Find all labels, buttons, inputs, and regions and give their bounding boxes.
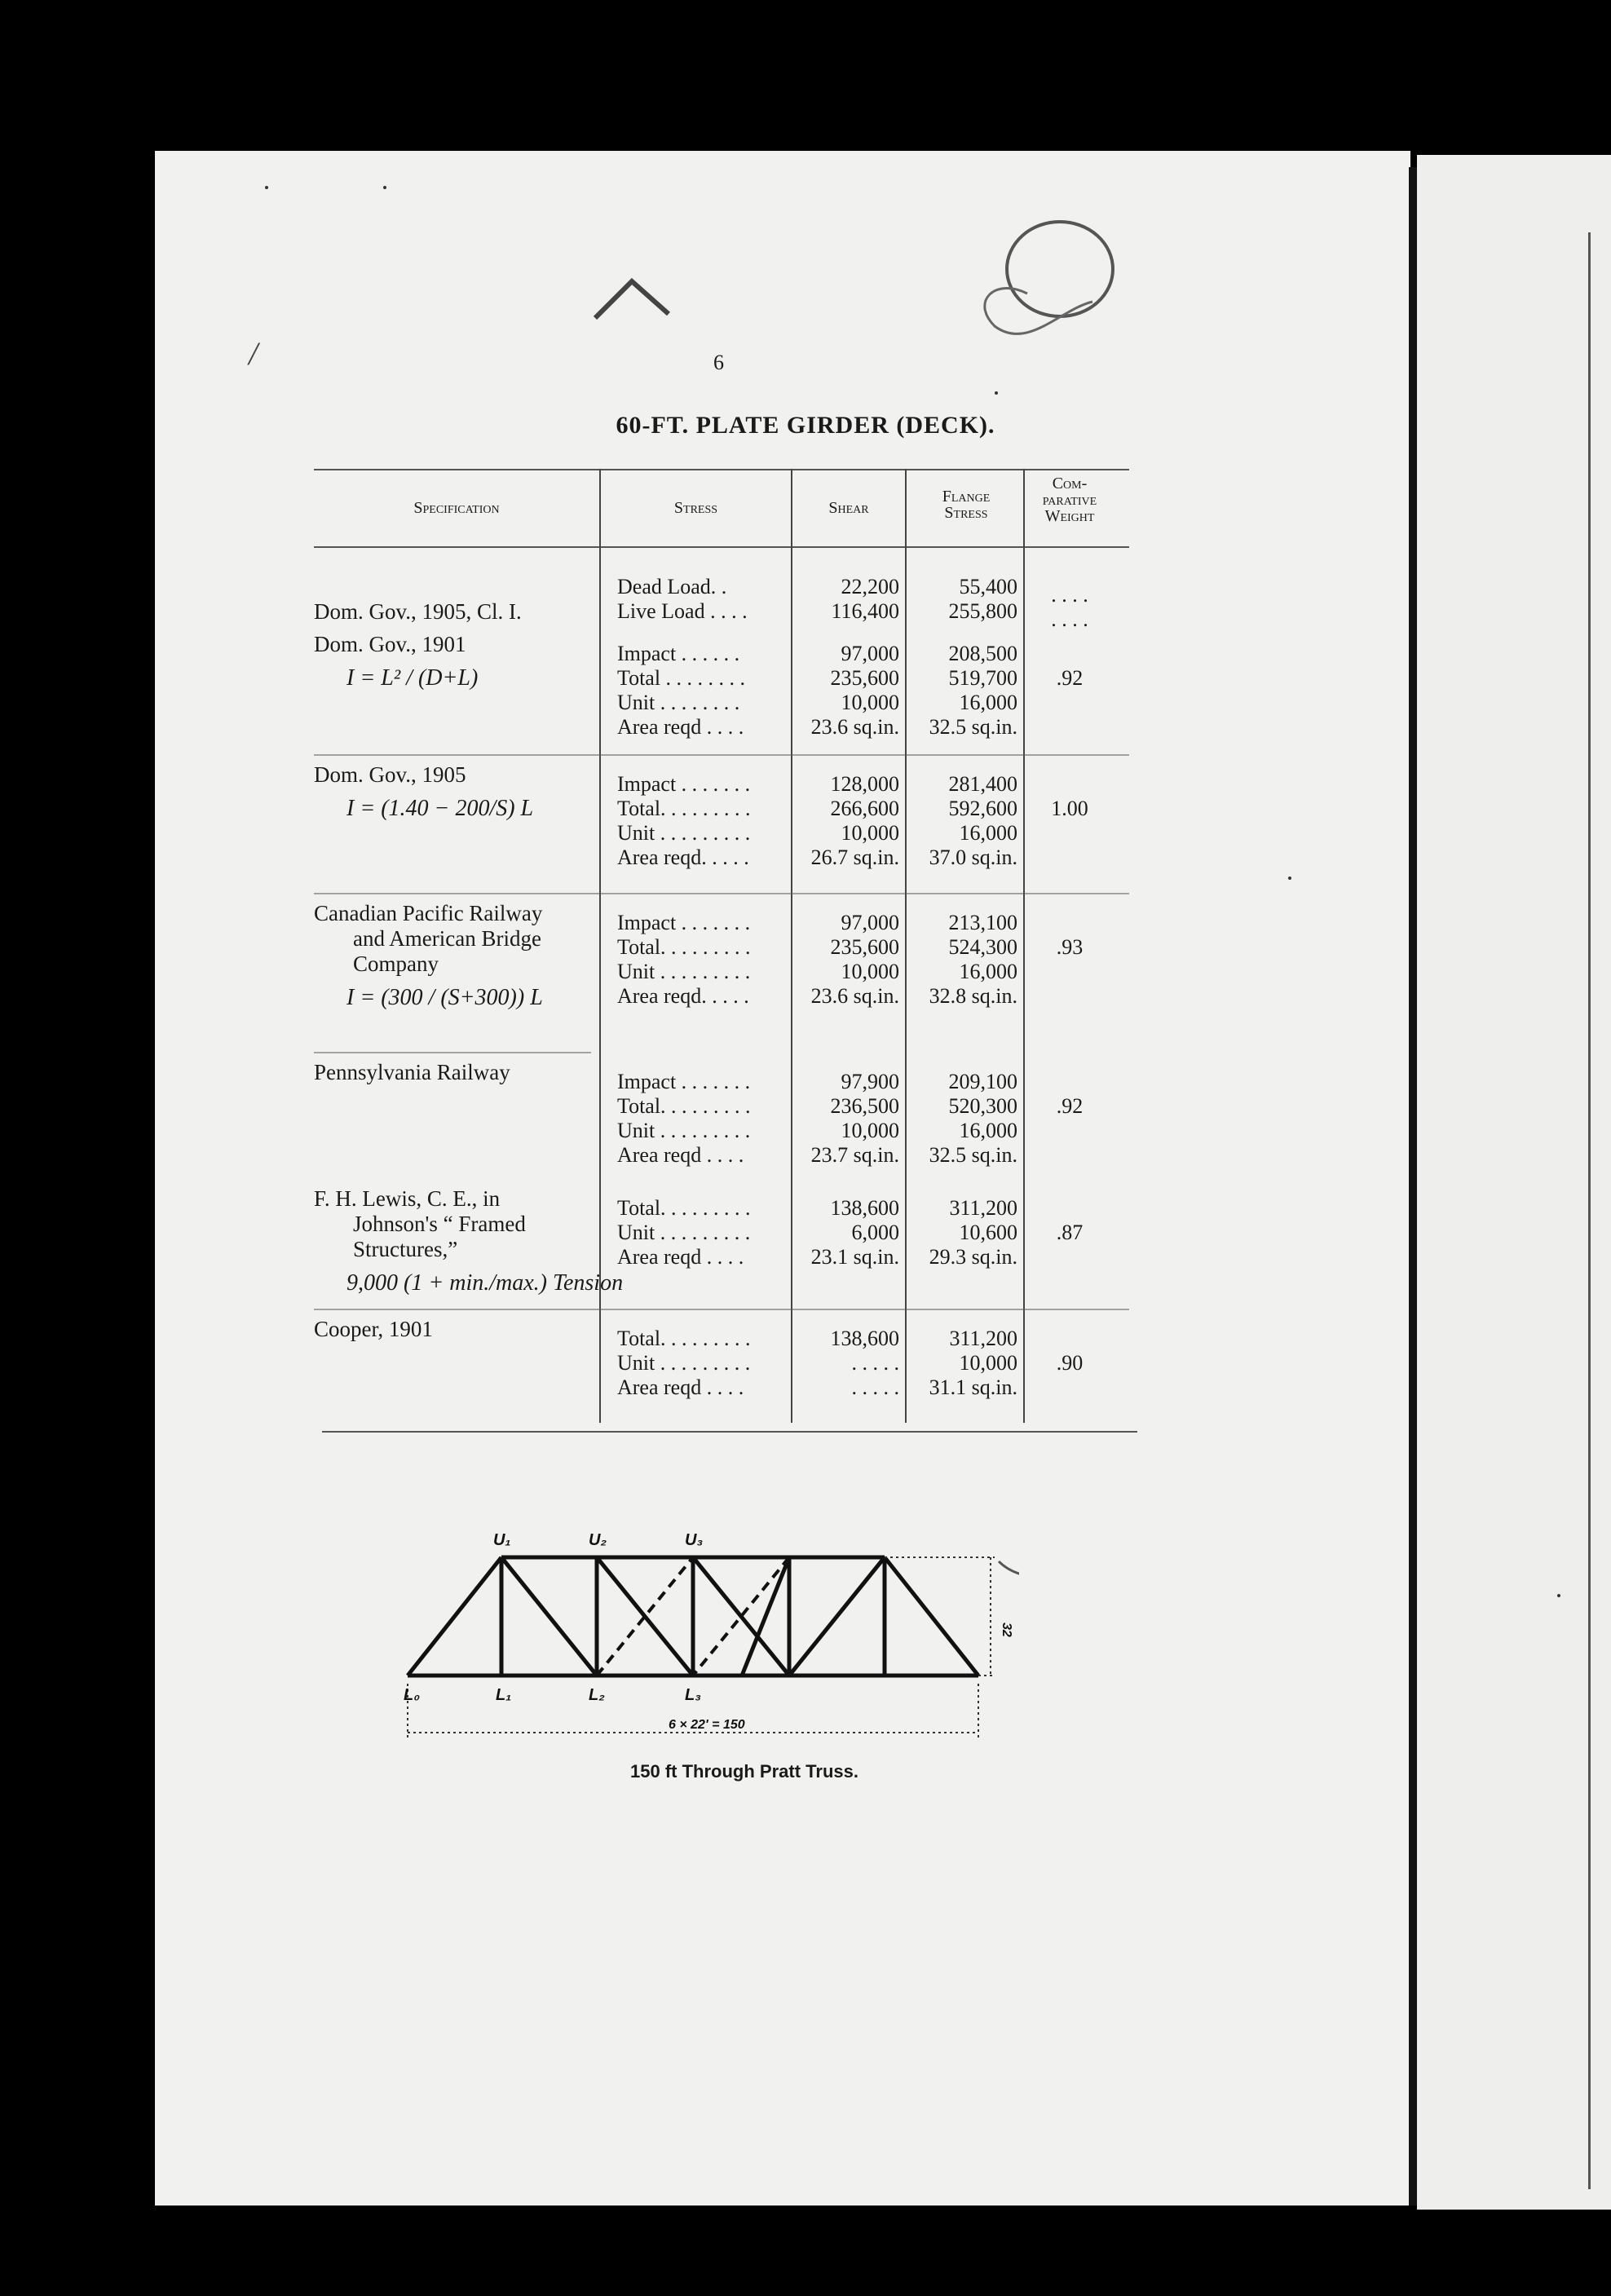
flange-stress-cell: 29.3 sq.in. bbox=[929, 1245, 1017, 1269]
flange-stress-cell: 31.1 sq.in. bbox=[929, 1375, 1017, 1399]
header-comparative-weight: Com- parative Weight bbox=[1042, 475, 1097, 525]
speck bbox=[995, 391, 998, 395]
shear-cell: 128,000 bbox=[830, 772, 899, 796]
comparative-weight-cell: .93 bbox=[1056, 935, 1084, 959]
stress-cell: Unit . . . . . . . . . bbox=[617, 960, 751, 983]
flange-stress-cell: 520,300 bbox=[948, 1094, 1017, 1118]
flange-stress-cell: 32.5 sq.in. bbox=[929, 715, 1017, 739]
stress-cell: Impact . . . . . . bbox=[617, 642, 740, 665]
shear-cell: 10,000 bbox=[841, 691, 899, 714]
flange-stress-cell: 592,600 bbox=[948, 797, 1017, 820]
flange-stress-cell: 255,800 bbox=[948, 599, 1017, 623]
stress-cell: Area reqd. . . . . bbox=[617, 984, 749, 1008]
spec-line: Structures,” bbox=[353, 1237, 458, 1261]
stress-cell: Live Load . . . . bbox=[617, 599, 748, 623]
comparison-table bbox=[314, 469, 1137, 1435]
flange-stress-cell: 10,600 bbox=[959, 1221, 1017, 1244]
stress-cell: Unit . . . . . . . . . bbox=[617, 1221, 751, 1244]
shear-cell: . . . . . bbox=[851, 1351, 899, 1375]
shear-cell: 235,600 bbox=[830, 666, 899, 690]
comparative-weight-cell: . . . . . . . . bbox=[1051, 583, 1088, 631]
group-separator bbox=[314, 754, 1129, 756]
flange-stress-cell: 213,100 bbox=[948, 911, 1017, 934]
spec-line: and American Bridge bbox=[353, 926, 541, 951]
comparative-weight-cell: 1.00 bbox=[1051, 797, 1088, 820]
truss-diagonal bbox=[501, 1557, 597, 1676]
page-number: 6 bbox=[713, 351, 724, 374]
speck bbox=[1557, 1594, 1560, 1597]
truss-label-u1: U₁ bbox=[493, 1531, 511, 1549]
flange-stress-cell: 311,200 bbox=[949, 1196, 1017, 1220]
shear-cell: 138,600 bbox=[830, 1327, 899, 1350]
stress-cell: Area reqd . . . . bbox=[617, 1245, 744, 1269]
facing-page-rule bbox=[1588, 232, 1591, 2189]
comparative-weight-cell: .90 bbox=[1056, 1351, 1084, 1375]
handwritten-scribbles bbox=[571, 204, 1166, 359]
flange-stress-cell: 524,300 bbox=[948, 935, 1017, 959]
comparative-weight-cell: .87 bbox=[1056, 1221, 1084, 1244]
shear-cell: 138,600 bbox=[830, 1196, 899, 1220]
flange-stress-cell: 311,200 bbox=[949, 1327, 1017, 1350]
shear-cell: 23.6 sq.in. bbox=[810, 984, 899, 1008]
margin-mark: / bbox=[249, 335, 258, 372]
handwritten-scribble bbox=[999, 1561, 1019, 1578]
stress-cell: Area reqd . . . . bbox=[617, 1375, 744, 1399]
stress-cell: Total. . . . . . . . . bbox=[617, 1094, 751, 1118]
facing-page bbox=[1417, 155, 1611, 2210]
shear-cell: 26.7 sq.in. bbox=[810, 846, 899, 869]
truss-label-l0: L₀ bbox=[404, 1686, 421, 1704]
truss-label-u2: U₂ bbox=[589, 1531, 607, 1549]
stress-cell: Unit . . . . . . . . . bbox=[617, 1119, 751, 1142]
header-shear: Shear bbox=[828, 499, 869, 517]
spec-line: F. H. Lewis, C. E., in bbox=[314, 1186, 501, 1211]
spec-line: Dom. Gov., 1901 bbox=[314, 632, 466, 656]
shear-cell: 97,000 bbox=[841, 911, 899, 934]
pratt-truss-diagram bbox=[399, 1525, 1019, 1753]
stress-cell: Area reqd . . . . bbox=[617, 715, 744, 739]
stress-cell: Total. . . . . . . . . bbox=[617, 1196, 751, 1220]
stress-cell: Area reqd . . . . bbox=[617, 1143, 744, 1167]
flange-stress-cell: 55,400 bbox=[959, 575, 1017, 598]
shear-cell: 10,000 bbox=[841, 1119, 899, 1142]
speck bbox=[383, 186, 386, 189]
shear-cell: 116,400 bbox=[831, 599, 899, 623]
header-flange-stress: Flange Stress bbox=[942, 488, 991, 522]
spec-formula: 9,000 (1 + min./max.) Tension bbox=[346, 1270, 624, 1296]
flange-stress-cell: 16,000 bbox=[959, 691, 1017, 714]
stress-cell: Total. . . . . . . . . bbox=[617, 797, 751, 820]
truss-height-label: 32 bbox=[1000, 1623, 1013, 1637]
shear-cell: 23.6 sq.in. bbox=[810, 715, 899, 739]
stress-cell: Unit . . . . . . . . . bbox=[617, 1351, 751, 1375]
truss-label-l1: L₁ bbox=[496, 1686, 512, 1704]
truss-end-post bbox=[885, 1557, 978, 1676]
stress-cell: Impact . . . . . . . bbox=[617, 1070, 751, 1093]
spec-formula: I = (1.40 − 200/S) L bbox=[346, 796, 534, 821]
comparative-weight-cell: .92 bbox=[1056, 1094, 1084, 1118]
shear-cell: 23.7 sq.in. bbox=[810, 1143, 899, 1167]
flange-stress-cell: 281,400 bbox=[948, 772, 1017, 796]
spec-formula: I = (300 / (S+300)) L bbox=[346, 985, 543, 1010]
book-spine bbox=[1409, 167, 1417, 2205]
flange-stress-cell: 10,000 bbox=[959, 1351, 1017, 1375]
header-rule bbox=[314, 546, 1129, 548]
stress-cell: Total. . . . . . . . . bbox=[617, 1327, 751, 1350]
flange-stress-cell: 208,500 bbox=[948, 642, 1017, 665]
truss-span-label: 6 × 22' = 150 bbox=[669, 1718, 745, 1732]
spec-line: Cooper, 1901 bbox=[314, 1317, 433, 1341]
flange-stress-cell: 519,700 bbox=[948, 666, 1017, 690]
spec-line: Canadian Pacific Railway bbox=[314, 901, 543, 925]
truss-end-post bbox=[408, 1557, 501, 1676]
flange-stress-cell: 32.8 sq.in. bbox=[929, 984, 1017, 1008]
flange-stress-cell: 16,000 bbox=[959, 1119, 1017, 1142]
flange-stress-cell: 209,100 bbox=[948, 1070, 1017, 1093]
spec-line: Pennsylvania Railway bbox=[314, 1060, 510, 1084]
shear-cell: 10,000 bbox=[841, 960, 899, 983]
shear-cell: 97,000 bbox=[841, 642, 899, 665]
shear-cell: 6,000 bbox=[851, 1221, 899, 1244]
speck bbox=[265, 186, 268, 189]
stress-cell: Unit . . . . . . . . bbox=[617, 691, 740, 714]
spec-formula: I = L² / (D+L) bbox=[346, 665, 479, 691]
flange-stress-cell: 16,000 bbox=[959, 960, 1017, 983]
group-separator bbox=[314, 1052, 591, 1053]
truss-caption: 150 ft Through Pratt Truss. bbox=[630, 1761, 858, 1782]
group-separator bbox=[314, 893, 1129, 894]
shear-cell: 235,600 bbox=[830, 935, 899, 959]
header-stress: Stress bbox=[673, 499, 718, 517]
truss-diagonal bbox=[742, 1557, 789, 1676]
header-specification: Specification bbox=[413, 499, 500, 517]
truss-diagonal bbox=[789, 1557, 885, 1676]
shear-cell: 266,600 bbox=[830, 797, 899, 820]
column-divider bbox=[791, 469, 792, 1423]
stress-cell: Impact . . . . . . . bbox=[617, 772, 751, 796]
spec-line: Johnson's “ Framed bbox=[353, 1212, 526, 1236]
table-bottom-rule bbox=[322, 1431, 1137, 1433]
stress-cell: Impact . . . . . . . bbox=[617, 911, 751, 934]
shear-cell: 23.1 sq.in. bbox=[810, 1245, 899, 1269]
group-separator bbox=[314, 1309, 1129, 1310]
column-divider bbox=[905, 469, 907, 1423]
spec-line: Company bbox=[353, 952, 439, 976]
flange-stress-cell: 37.0 sq.in. bbox=[929, 846, 1017, 869]
table-top-rule bbox=[314, 469, 1129, 470]
truss-label-l3: L₃ bbox=[685, 1686, 701, 1704]
truss-label-l2: L₂ bbox=[589, 1686, 605, 1704]
shear-cell: 10,000 bbox=[841, 821, 899, 845]
flange-stress-cell: 32.5 sq.in. bbox=[929, 1143, 1017, 1167]
flange-stress-cell: 16,000 bbox=[959, 821, 1017, 845]
stress-cell: Area reqd. . . . . bbox=[617, 846, 749, 869]
shear-cell: . . . . . bbox=[851, 1375, 899, 1399]
truss-label-u3: U₃ bbox=[685, 1531, 704, 1549]
stress-cell: Total. . . . . . . . . bbox=[617, 935, 751, 959]
stress-cell: Unit . . . . . . . . . bbox=[617, 821, 751, 845]
stress-cell: Dead Load. . bbox=[617, 575, 727, 598]
page-title: 60-FT. PLATE GIRDER (DECK). bbox=[616, 412, 995, 439]
shear-cell: 97,900 bbox=[841, 1070, 899, 1093]
comparative-weight-cell: .92 bbox=[1056, 666, 1084, 690]
shear-cell: 236,500 bbox=[830, 1094, 899, 1118]
speck bbox=[1288, 876, 1291, 880]
shear-cell: 22,200 bbox=[841, 575, 899, 598]
spec-line: Dom. Gov., 1905, Cl. I. bbox=[314, 599, 522, 624]
stress-cell: Total . . . . . . . . bbox=[617, 666, 746, 690]
spec-line: Dom. Gov., 1905 bbox=[314, 762, 466, 787]
